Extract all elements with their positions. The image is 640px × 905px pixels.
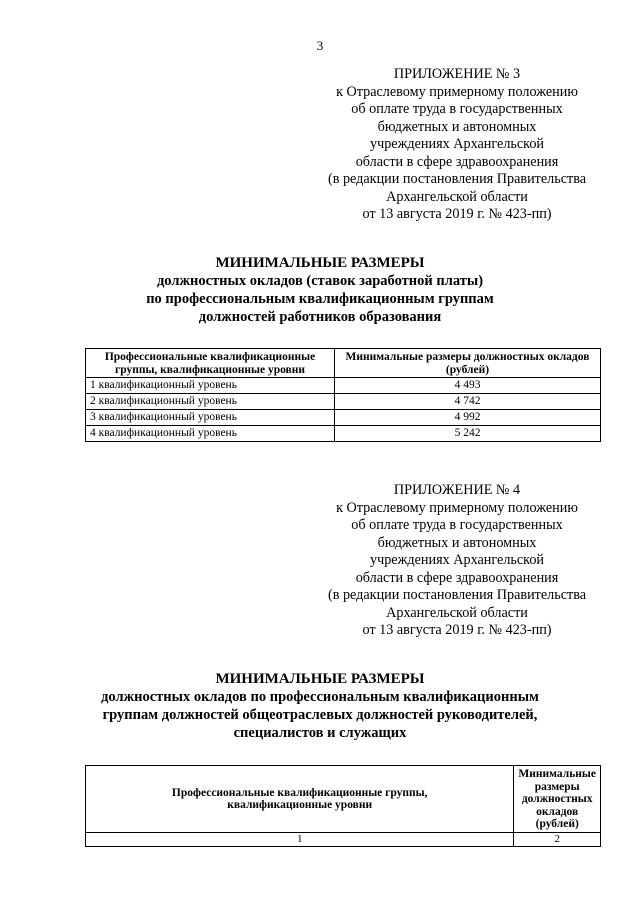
title-line: должностных окладов (ставок заработной платы)	[156, 273, 484, 289]
level-cell: 2 квалификационный уровень	[86, 394, 335, 410]
title-heading: МИНИМАЛЬНЫЕ РАЗМЕРЫ	[215, 671, 425, 687]
column-number-cell: 2	[514, 832, 601, 846]
appendix-3-header	[316, 66, 598, 224]
column-header-groups: Профессиональные квалификационные группы, квалификационные уровни	[86, 766, 514, 833]
salary-table-education	[85, 348, 601, 442]
appendix-line: к Отраслевому примерному положению	[336, 499, 578, 516]
appendix-line: бюджетных и автономных	[377, 118, 537, 135]
table-row	[86, 378, 601, 394]
appendix-line: Архангельской области	[386, 604, 528, 621]
title-line: по профессиональным квалификационным группам	[146, 291, 494, 307]
appendix-line: учреждениях Архангельской	[369, 552, 545, 568]
appendix-line: области в сфере здравоохранения	[355, 569, 559, 586]
title-line: группам должностей общеотраслевых должностей руководителей,	[102, 707, 538, 723]
appendix-4-header	[316, 482, 598, 640]
column-number-row	[86, 832, 601, 846]
level-cell: 4 квалификационный уровень	[86, 426, 335, 442]
column-header-salary: Минимальные размеры должностных окладов (рублей)	[514, 766, 601, 833]
level-cell: 3 квалификационный уровень	[86, 410, 335, 426]
appendix-line: (в редакции постановления Правительства	[327, 171, 587, 187]
appendix-line: от 13 августа 2019 г. № 423-пп)	[362, 206, 552, 222]
appendix-line: (в редакции постановления Правительства	[327, 587, 587, 603]
appendix-line: от 13 августа 2019 г. № 423-пп)	[362, 622, 552, 638]
page-number: 3	[316, 38, 324, 53]
salary-table-general	[85, 765, 601, 847]
table-row	[86, 394, 601, 410]
salary-cell: 4 992	[335, 410, 601, 426]
table-row	[86, 410, 601, 426]
title-line: должностных окладов по профессиональным квалификационным	[101, 689, 539, 705]
level-cell: 1 квалификационный уровень	[86, 378, 335, 394]
appendix-line: к Отраслевому примерному положению	[336, 83, 578, 100]
section-title-1	[60, 254, 580, 326]
appendix-line: об оплате труда в государственных	[351, 517, 563, 533]
title-line: должностей работников образования	[198, 309, 442, 325]
column-number-cell: 1	[86, 832, 514, 846]
appendix-line: бюджетных и автономных	[377, 534, 537, 551]
appendix-line: области в сфере здравоохранения	[355, 153, 559, 170]
table-header-row	[86, 349, 601, 378]
section-title-2	[60, 670, 580, 742]
table-row	[86, 426, 601, 442]
appendix-line: об оплате труда в государственных	[351, 101, 563, 117]
table-header-row	[86, 766, 601, 833]
salary-cell: 4 742	[335, 394, 601, 410]
appendix-line: Архангельской области	[386, 188, 528, 205]
title-heading: МИНИМАЛЬНЫЕ РАЗМЕРЫ	[215, 255, 425, 271]
appendix-line: ПРИЛОЖЕНИЕ № 4	[393, 482, 521, 498]
column-header-groups: Профессиональные квалификационные группы, квалификационные уровни	[86, 349, 335, 378]
salary-cell: 5 242	[335, 426, 601, 442]
title-line: специалистов и служащих	[233, 725, 407, 741]
appendix-line: учреждениях Архангельской	[369, 136, 545, 152]
appendix-line: ПРИЛОЖЕНИЕ № 3	[393, 66, 521, 82]
salary-cell: 4 493	[335, 378, 601, 394]
column-header-salary: Минимальные размеры должностных окладов (рублей)	[335, 349, 601, 378]
